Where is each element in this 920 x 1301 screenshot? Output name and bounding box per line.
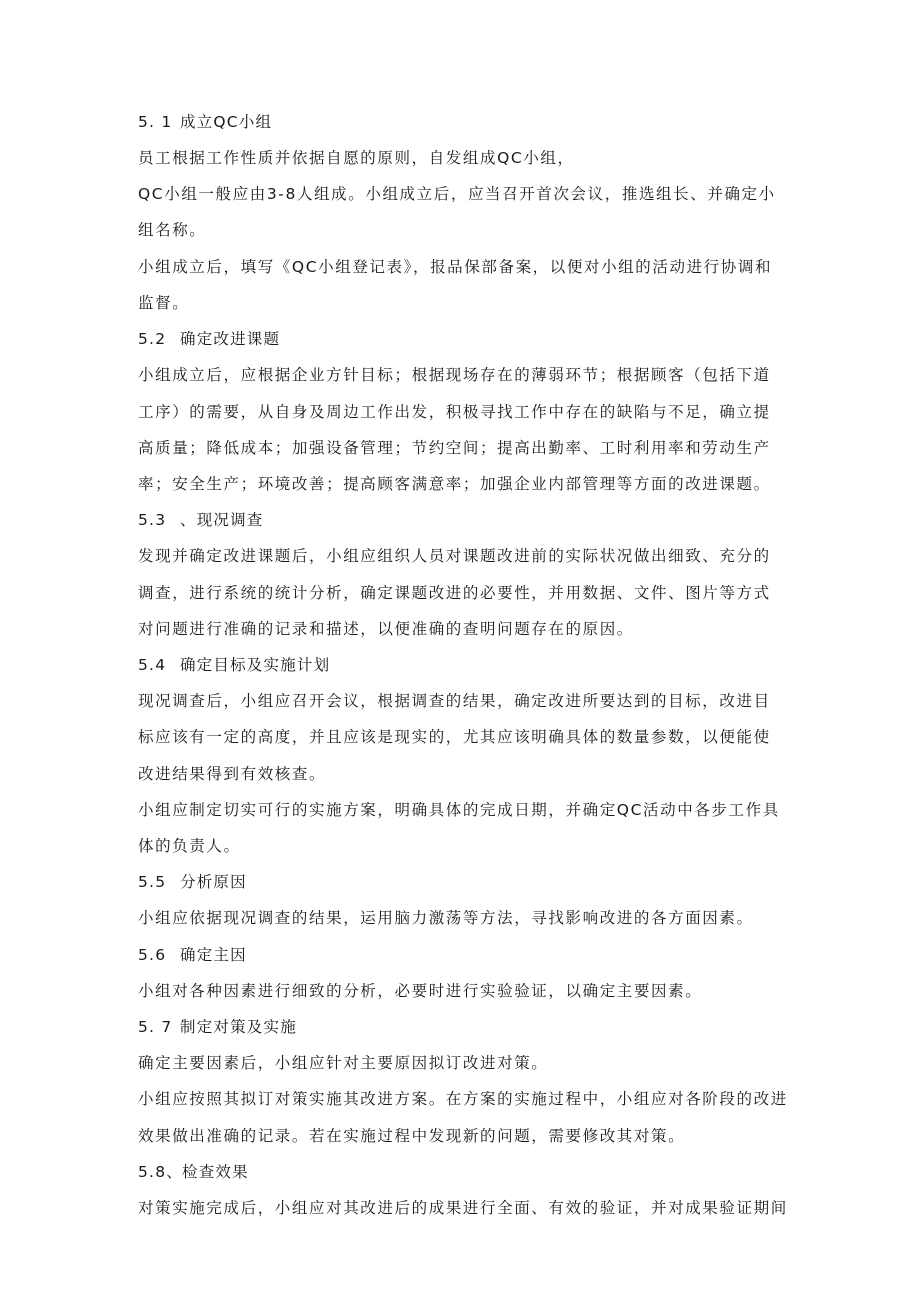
section-title: 制定对策及实施 [180, 1018, 297, 1036]
section-title: 检查效果 [182, 1163, 249, 1181]
section-heading-5-2 [138, 328, 280, 350]
section-number: 5.2 [138, 330, 167, 348]
paragraph-line: 率；安全生产；环境改善；提高顾客满意率；加强企业内部管理等方面的改进课题。 [138, 475, 771, 493]
paragraph-line: 小组应依据现况调查的结果，运用脑力激荡等方法，寻找影响改进的各方面因素。 [138, 909, 754, 927]
section-title: 成立QC小组 [180, 113, 273, 131]
section-number: 5.4 [138, 656, 167, 674]
paragraph-line: 改进结果得到有效核查。 [138, 765, 327, 783]
paragraph-line: 小组应按照其拟订对策实施其改进方案。在方案的实施过程中，小组应对各阶段的改进 [138, 1090, 788, 1108]
section-heading-5-1 [138, 111, 272, 133]
section-number: 5.8、 [138, 1163, 183, 1181]
paragraph-line: 发现并确定改进课题后，小组应组织人员对课题改进前的实际状况做出细致、充分的 [138, 547, 771, 565]
paragraph-line: 小组成立后，应根据企业方针目标；根据现场存在的薄弱环节；根据顾客（包括下道 [138, 366, 771, 384]
section-heading-5-4 [138, 654, 330, 676]
section-title: 、现况调查 [180, 511, 264, 529]
paragraph-line: QC小组一般应由3-8人组成。小组成立后，应当召开首次会议，推选组长、并确定小 [138, 185, 776, 203]
paragraph-line: 现况调查后，小组应召开会议，根据调查的结果，确定改进所要达到的目标，改进目 [138, 692, 771, 710]
paragraph-line: 组名称。 [138, 221, 207, 239]
section-title: 确定主因 [180, 946, 247, 964]
section-title: 确定改进课题 [180, 330, 281, 348]
paragraph-line: 小组对各种因素进行细致的分析，必要时进行实验验证，以确定主要因素。 [138, 982, 703, 1000]
section-number: 5. 1 [138, 113, 173, 131]
paragraph-line: 小组成立后，填写《QC小组登记表》，报品保部备案，以便对小组的活动进行协调和 [138, 258, 773, 276]
paragraph-line: 小组应制定切实可行的实施方案，明确具体的完成日期，并确定QC活动中各步工作具 [138, 801, 780, 819]
paragraph-line: 对问题进行准确的记录和描述，以便准确的查明问题存在的原因。 [138, 620, 634, 638]
section-heading-5-7 [138, 1016, 297, 1038]
section-number: 5.6 [138, 946, 167, 964]
paragraph-line: 工序）的需要，从自身及周边工作出发，积极寻找工作中存在的缺陷与不足，确立提 [138, 403, 771, 421]
section-number: 5. 7 [138, 1018, 173, 1036]
section-title: 确定目标及实施计划 [180, 656, 331, 674]
paragraph-line: 监督。 [138, 294, 190, 312]
paragraph-line: 调查，进行系统的统计分析，确定课题改进的必要性，并用数据、文件、图片等方式 [138, 584, 771, 602]
paragraph-line: 效果做出准确的记录。若在实施过程中发现新的问题，需要修改其对策。 [138, 1127, 686, 1145]
paragraph-line: 高质量；降低成本；加强设备管理；节约空间；提高出勤率、工时利用率和劳动生产 [138, 439, 771, 457]
paragraph-line: 体的负责人。 [138, 837, 241, 855]
section-heading-5-5 [138, 871, 247, 893]
section-heading-5-6 [138, 944, 247, 966]
paragraph-line: 标应该有一定的高度，并且应该是现实的，尤其应该明确具体的数量参数，以便能使 [138, 728, 771, 746]
section-heading-5-8 [138, 1161, 249, 1183]
section-heading-5-3 [138, 509, 264, 531]
section-number: 5.3 [138, 511, 167, 529]
section-number: 5.5 [138, 873, 167, 891]
section-title: 分析原因 [180, 873, 247, 891]
paragraph-line: 确定主要因素后，小组应针对主要原因拟订改进对策。 [138, 1054, 549, 1072]
paragraph-line: 员工根据工作性质并依据自愿的原则，自发组成QC小组， [138, 149, 575, 167]
paragraph-line: 对策实施完成后，小组应对其改进后的成果进行全面、有效的验证，并对成果验证期间 [138, 1199, 788, 1217]
